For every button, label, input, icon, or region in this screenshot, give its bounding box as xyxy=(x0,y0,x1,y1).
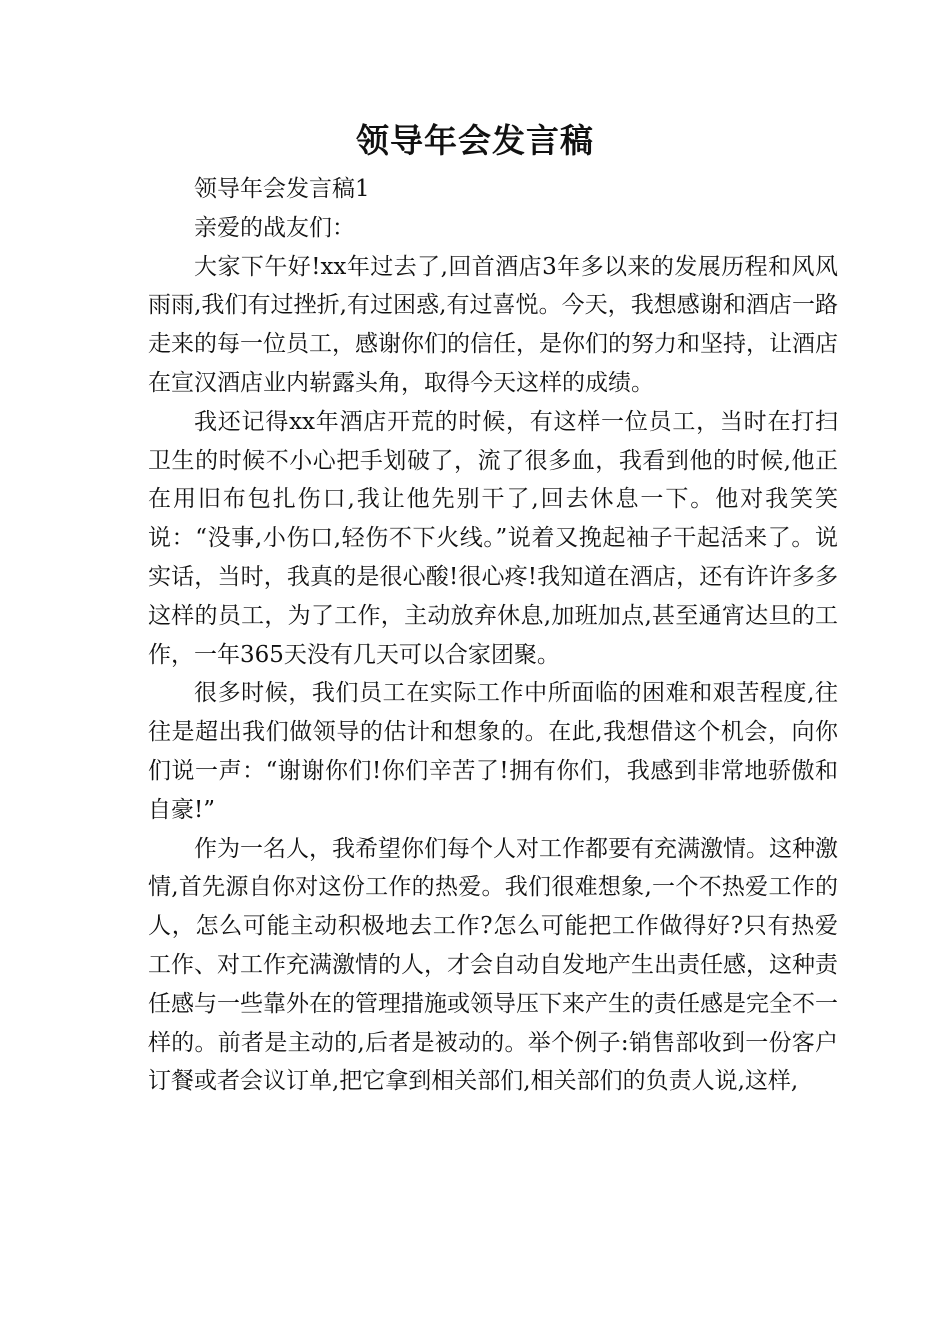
paragraph-subtitle: 领导年会发言稿1 xyxy=(194,176,370,202)
paragraph-salutation: 亲爱的战友们： xyxy=(194,214,355,241)
paragraph: 我还记得xx年酒店开荒的时候，有这样一位员工，当时在打扫卫生的时候不小心把手划破了，流了很多血，我看到他的时候,他正在用旧布包扎伤口,我让他先别干了,回去休息一下。他对我笑笑说：“没事,小伤口,轻伤不下火线。”说着又挽起袖子干起活来了。说实话，当时，我真的是很心酸!很心疼!我知道在酒店，还有许许多多这样的员工，为了工作，主动放弃休息,加班加点,甚至通宵达旦的工作，一年365天没有几天可以合家团聚。 xyxy=(148,408,838,668)
document-title: 领导年会发言稿 xyxy=(356,121,594,160)
paragraph: 大家下午好!xx年过去了,回首酒店3年多以来的发展历程和风风雨雨,我们有过挫折,有过困惑,有过喜悦。今天，我想感谢和酒店一路走来的每一位员工，感谢你们的信任，是你们的努力和坚持，让酒店在宣汉酒店业内崭露头角，取得今天这样的成绩。 xyxy=(148,253,838,396)
document-body xyxy=(148,170,838,1101)
paragraph: 很多时候，我们员工在实际工作中所面临的困难和艰苦程度,往往是超出我们做领导的估计和想象的。在此,我想借这个机会，向你们说一声：“谢谢你们!你们辛苦了!拥有你们，我感到非常地骄傲和自豪!” xyxy=(148,680,838,823)
paragraph: 作为一名人，我希望你们每个人对工作都要有充满激情。这种激情,首先源自你对这份工作的热爱。我们很难想象,一个不热爱工作的人，怎么可能主动积极地去工作?怎么可能把工作做得好?只有热爱工作、对工作充满激情的人，才会自动自发地产生出责任感，这种责任感与一些靠外在的管理措施或领导压下来产生的责任感是完全不一样的。前者是主动的,后者是被动的。举个例子:销售部收到一份客户订餐或者会议订单,把它拿到相关部们,相关部们的负责人说,这样, xyxy=(148,835,838,1095)
